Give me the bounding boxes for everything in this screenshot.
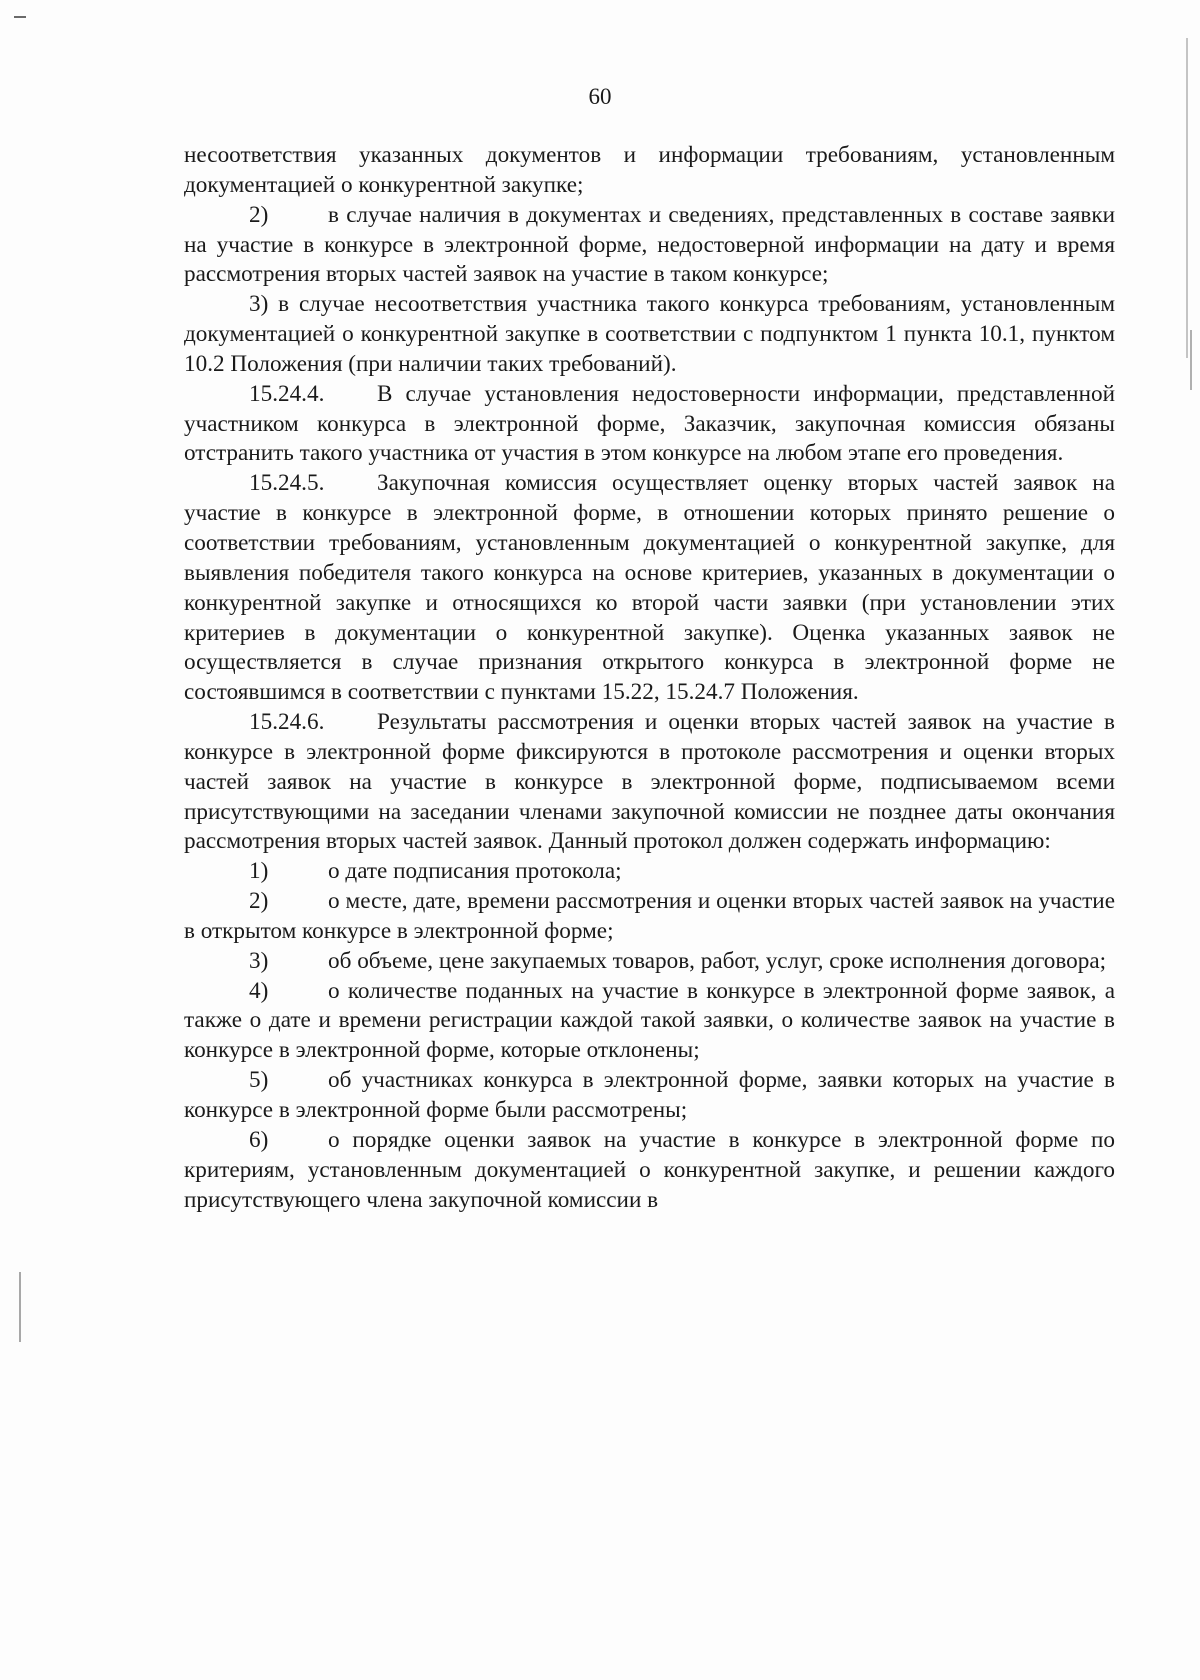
- paragraph-4: [184, 469, 1115, 708]
- paragraph-1-text: в случае наличия в документах и сведениях, представленных в составе заявки на участие в конкурсе в электронной форме, недостоверной информации на дату и время рассмотрения вторых частей заявок на участие в таком конкурсе;: [184, 201, 1115, 288]
- paragraph-7: [184, 887, 1115, 947]
- paragraph-4-number: 15.24.5.: [249, 470, 325, 497]
- paragraph-4-text: Закупочная комиссия осуществляет оценку вторых частей заявок на участие в конкурсе в электронной форме, в отношении которых принято решение о соответствии требованиям, установленным документацией о конкурентной закупке, для выявления победителя такого конкурса на основе критериев, указанных в документации о конкурентной закупке и относящихся ко второй части заявки (при установлении этих критериев в документации о конкурентной закупке). Оценка указанных заявок не осуществляется в случае признания открытого конкурса в электронной форме не состоявшимся в соответствии с пунктами 15.22, 15.24.7 Положения.: [184, 470, 1115, 706]
- paragraph-8-text: об объеме, цене закупаемых товаров, работ, услуг, сроке исполнения договора;: [328, 947, 1107, 974]
- paragraph-3-number: 15.24.4.: [249, 380, 325, 407]
- paragraph-6-text: о дате подписания протокола;: [328, 858, 622, 885]
- paragraph-1-number: 2): [249, 201, 269, 228]
- paragraph-3: [184, 380, 1115, 470]
- paragraph-8: [184, 947, 1115, 977]
- paragraph-7-text: о месте, дате, времени рассмотрения и оценки вторых частей заявок на участие в открытом конкурсе в электронной форме;: [184, 888, 1115, 944]
- paragraph-6-number: 1): [249, 858, 269, 885]
- paragraph-10-text: об участниках конкурса в электронной форме, заявки которых на участие в конкурсе в электронной форме были рассмотрены;: [184, 1067, 1115, 1123]
- paragraph-0-text: несоответствия указанных документов и информации требованиям, установленным документацией о конкурентной закупке;: [184, 142, 1115, 198]
- paragraph-5-text: Результаты рассмотрения и оценки вторых частей заявок на участие в конкурсе в электронной форме фиксируются в протоколе рассмотрения и оценки вторых частей заявок на участие в конкурсе в электронной форме, подписываемом всеми присутствующими на заседании членами закупочной комиссии не позднее даты окончания рассмотрения вторых частей заявок. Данный протокол должен содержать информацию:: [184, 709, 1115, 855]
- document-body: [184, 141, 1115, 1215]
- paragraph-7-number: 2): [249, 888, 269, 915]
- scan-edge-line-right-lower: [1190, 330, 1192, 390]
- paragraph-11-number: 6): [249, 1126, 269, 1153]
- paragraph-10: [184, 1066, 1115, 1126]
- paragraph-8-number: 3): [249, 947, 269, 974]
- scan-artifact-top-left: [14, 16, 26, 18]
- paragraph-11: [184, 1126, 1115, 1216]
- paragraph-3-text: В случае установления недостоверности информации, представленной участником конкурса в электронной форме, Заказчик, закупочная комиссия обязаны отстранить такого участника от участия в этом конкурсе на любом этапе его проведения.: [184, 380, 1115, 467]
- paragraph-2-text: 3) в случае несоответствия участника такого конкурса требованиям, установленным документацией о конкурентной закупке в соответствии с подпунктом 1 пункта 10.1, пунктом 10.2 Положения (при наличии таких требований).: [184, 291, 1115, 377]
- page-number: 60: [588, 84, 612, 109]
- paragraph-9-number: 4): [249, 977, 269, 1004]
- paragraph-2: [184, 290, 1115, 380]
- paragraph-9-text: о количестве поданных на участие в конкурсе в электронной форме заявок, а также о дате и времени регистрации каждой такой заявки, о количестве заявок на участие в конкурсе в электронной форме, которые отклонены;: [184, 977, 1115, 1064]
- scan-edge-line-left: [19, 1272, 21, 1342]
- paragraph-5: [184, 708, 1115, 857]
- paragraph-9: [184, 977, 1115, 1067]
- paragraph-1: [184, 201, 1115, 291]
- paragraph-11-text: о порядке оценки заявок на участие в конкурсе в электронной форме по критериям, установленным документацией о конкурентной закупке, и решении каждого присутствующего члена закупочной комиссии в: [184, 1126, 1115, 1213]
- paragraph-0: [184, 141, 1115, 201]
- paragraph-6: [184, 857, 1115, 887]
- paragraph-5-number: 15.24.6.: [249, 709, 325, 736]
- paragraph-10-number: 5): [249, 1067, 269, 1094]
